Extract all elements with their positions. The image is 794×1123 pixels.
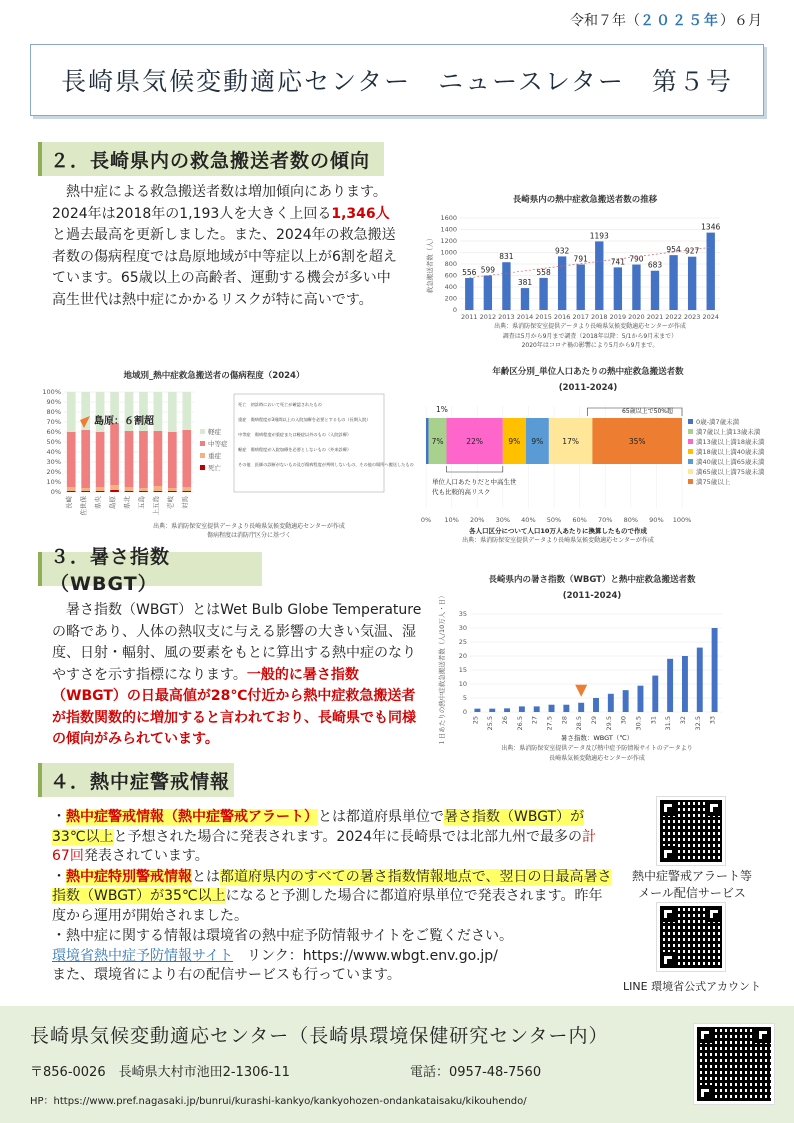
alert-text: とは bbox=[192, 868, 220, 885]
chart4-source: 出典：県消防保安室提供データ及び熱中症予防情報サイトのデータより bbox=[501, 745, 693, 752]
qr-code-center-site[interactable] bbox=[694, 1024, 774, 1104]
chart4-bar bbox=[682, 656, 688, 712]
chart3-legend-label: 0歳-満7歳未満 bbox=[696, 418, 740, 426]
chart4-period: (2011-2024) bbox=[562, 591, 622, 601]
chart1-xtick: 2014 bbox=[516, 313, 534, 321]
chart1-bar bbox=[614, 267, 622, 310]
chart2-xtick: 長崎 bbox=[65, 496, 74, 509]
chart1-data-label: 927 bbox=[684, 246, 700, 256]
chart3-segment-label: 9% bbox=[531, 437, 544, 446]
chart2-xtick: 県北 bbox=[123, 496, 131, 509]
alert-info-list bbox=[52, 808, 612, 987]
chart2-ytick: 80% bbox=[46, 408, 61, 416]
chart2-bar-segment bbox=[110, 485, 119, 490]
chart2-ytick: 90% bbox=[46, 398, 61, 406]
chart2-bar-segment bbox=[125, 487, 134, 491]
chart2-xtick: 壱岐 bbox=[166, 496, 175, 509]
chart3-caption: 各人口区分について人口10万人あたりに換算したもので作成 bbox=[469, 527, 647, 535]
chart2-bar-segment bbox=[96, 491, 105, 492]
date-year: ２０２５年 bbox=[640, 13, 720, 29]
chart4-xtick: 32 bbox=[678, 716, 687, 725]
chart1-xtick: 2021 bbox=[646, 313, 664, 321]
chart4-bar bbox=[474, 709, 480, 712]
chart4-xtick: 25 bbox=[471, 716, 480, 725]
chart3-legend-swatch bbox=[688, 479, 693, 484]
chart1-data-label: 381 bbox=[517, 278, 533, 288]
chart4-xlabel: 暑さ指数：WBGT（℃） bbox=[560, 734, 634, 742]
chart4-xtick: 31 bbox=[649, 716, 658, 725]
chart4-xtick: 33 bbox=[708, 716, 717, 725]
chart3-legend-label: 満7歳以上満13歳未満 bbox=[696, 428, 761, 436]
chart1-note2: 2020年はコロナ禍の影響により5月から9月まで。 bbox=[521, 342, 659, 349]
section3-paragraph bbox=[52, 600, 426, 751]
chart2-bar-segment bbox=[139, 431, 148, 488]
chart1-source: 出典：県消防保安室提供データより長崎県気候変動適応センターが作成 bbox=[494, 323, 686, 330]
chart2-bar-segment bbox=[67, 392, 76, 432]
alert-count: 計67回 bbox=[52, 828, 597, 864]
chart4-bar bbox=[519, 706, 525, 712]
chart1-data-label: 683 bbox=[647, 260, 663, 270]
chart3-segment-label: 17% bbox=[562, 437, 579, 446]
footer-address: 〒856-0026 長崎県大村市池田2-1306-11 bbox=[30, 1065, 290, 1080]
qr-code-mail-service[interactable] bbox=[657, 797, 725, 865]
chart2-note-line: 重症 傷病程度が3週間以上の入院加療を必要とするもの（長期入院） bbox=[238, 417, 371, 422]
chart4-title: 長崎県内の暑さ指数（WBGT）と熱中症救急搬送者数 bbox=[488, 575, 696, 585]
chart3-xtick: 50% bbox=[546, 516, 562, 524]
chart2-callout: 島原：６割超 bbox=[94, 416, 154, 427]
chart2-bar-segment bbox=[168, 491, 177, 492]
chart3-xtick: 90% bbox=[649, 516, 664, 524]
chart2-bar-segment bbox=[110, 423, 119, 485]
chart1-note: 調査は5月から9月まで調査（2018年以降：5/1から9月末まで） bbox=[502, 333, 678, 340]
chart4-bar bbox=[549, 705, 555, 712]
chart4-bar bbox=[623, 690, 629, 712]
chart2-source2: 傷病程度は消防庁区分に基づく bbox=[206, 532, 292, 539]
chart2-xtick: 島原 bbox=[108, 496, 117, 509]
chart1-bar bbox=[651, 271, 659, 310]
chart2-ytick: 0% bbox=[50, 488, 61, 496]
section2-text-1: 熱中症による救急搬送者数は増加傾向にあります。2024年は2018年の1,193人を大きく上回る bbox=[52, 184, 387, 222]
chart4-source2: 長崎県気候変動適応センターが作成 bbox=[549, 755, 645, 762]
chart2-ytick: 20% bbox=[46, 468, 61, 476]
chart2-ytick: 70% bbox=[46, 418, 61, 426]
bullet: ・ bbox=[52, 928, 66, 944]
chart3-segment-label: 22% bbox=[466, 437, 483, 446]
chart1-data-label: 791 bbox=[573, 254, 588, 264]
qr-code-line-account[interactable] bbox=[657, 903, 725, 971]
chart3-xtick: 80% bbox=[623, 516, 639, 524]
info-text: 熱中症に関する情報は環境省の熱中症予防情報サイトをご覧ください。 bbox=[66, 928, 514, 944]
chart4-xtick: 29 bbox=[590, 716, 598, 725]
chart-region-severity bbox=[34, 362, 414, 542]
chart3-legend-label: 満75歳以上 bbox=[696, 478, 731, 486]
chart3-note-bracket bbox=[446, 466, 502, 472]
chart1-data-label: 790 bbox=[629, 254, 644, 264]
section2-paragraph bbox=[52, 182, 402, 311]
bullet: ・ bbox=[52, 868, 66, 885]
chart1-bar bbox=[502, 262, 510, 310]
chart-wbgt bbox=[432, 570, 732, 765]
chart4-bar bbox=[489, 709, 495, 712]
issue-date bbox=[570, 10, 762, 30]
chart3-legend-label: 満13歳以上満18歳未満 bbox=[696, 438, 765, 446]
chart2-bar-segment bbox=[154, 486, 163, 491]
chart4-bar bbox=[534, 706, 540, 712]
chart1-ytick: 0 bbox=[452, 306, 457, 314]
chart3-xtick: 100% bbox=[672, 516, 692, 524]
chart2-note-line: 中等症 傷病程度が重症または軽症以外のもの（入院診療） bbox=[238, 432, 352, 437]
chart1-ytick: 1400 bbox=[440, 225, 457, 234]
chart1-data-label: 831 bbox=[499, 252, 514, 262]
chart4-ytick: 15 bbox=[458, 666, 467, 674]
chart1-data-label: 1346 bbox=[701, 222, 721, 232]
newsletter-title-box bbox=[30, 44, 764, 116]
date-suffix: ）６月 bbox=[720, 13, 762, 29]
qr-mail-caption-line2: メール配信サービス bbox=[638, 886, 746, 900]
newsletter-title: 長崎県気候変動適応センター ニュースレター 第５号 bbox=[61, 67, 733, 96]
chart1-xtick: 2023 bbox=[683, 313, 701, 321]
chart3-segment-label: 35% bbox=[628, 437, 646, 446]
chart3-xtick: 10% bbox=[444, 516, 459, 524]
chart2-bar-segment bbox=[139, 491, 148, 492]
chart3-legend-swatch bbox=[688, 429, 693, 434]
chart4-bar bbox=[593, 698, 599, 712]
chart3-pct-label: 1% bbox=[436, 405, 448, 414]
chart4-arrow-28c bbox=[575, 685, 587, 697]
chart3-legend-swatch bbox=[688, 459, 693, 464]
chart4-bar bbox=[563, 705, 569, 712]
chart2-legend-swatch bbox=[200, 441, 205, 446]
chart2-legend-swatch bbox=[200, 429, 205, 434]
chart4-xtick: 26 bbox=[501, 716, 510, 725]
chart3-segment-label: 7% bbox=[431, 437, 444, 446]
chart3-xtick: 20% bbox=[469, 516, 485, 524]
chart4-ytick: 30 bbox=[458, 624, 467, 632]
chart-age-group bbox=[418, 362, 765, 544]
chart2-bar-segment bbox=[81, 430, 90, 488]
chart1-xtick: 2013 bbox=[498, 313, 515, 321]
chart4-xtick: 32.5 bbox=[693, 716, 702, 731]
chart2-bar-segment bbox=[110, 490, 119, 492]
chart2-bar-segment bbox=[96, 487, 105, 491]
qr-line-caption: LINE 環境省公式アカウント bbox=[623, 980, 761, 993]
chart1-ylabel: 救急搬送者数（人） bbox=[426, 234, 434, 294]
chart3-legend-label: 満18歳以上満40歳未満 bbox=[696, 448, 765, 456]
footer bbox=[0, 1006, 794, 1123]
chart2-xtick: 上五島 bbox=[151, 496, 160, 516]
chart2-bar-segment bbox=[67, 432, 76, 487]
chart1-data-label: 1193 bbox=[589, 231, 609, 241]
chart4-xtick: 29.5 bbox=[604, 716, 613, 731]
chart4-bar bbox=[608, 694, 614, 712]
chart1-bar bbox=[465, 278, 473, 310]
chart2-bar-segment bbox=[67, 487, 76, 491]
chart3-xtick: 30% bbox=[495, 516, 511, 524]
chart1-data-label: 741 bbox=[610, 257, 626, 267]
chart3-title: 年齢区分別_単位人口あたりの熱中症救急搬送者数 bbox=[492, 367, 684, 377]
alert-term: 熱中症警戒情報（熱中症警戒アラート） bbox=[66, 809, 318, 825]
chart3-segment bbox=[426, 418, 429, 464]
chart1-bar bbox=[632, 265, 640, 310]
section4-heading bbox=[38, 763, 234, 797]
alert-item-2 bbox=[52, 868, 612, 927]
special-alert-term: 熱中症特別警戒情報 bbox=[66, 868, 192, 885]
chart2-ytick: 40% bbox=[46, 448, 61, 456]
chart2-ytick: 60% bbox=[46, 428, 61, 436]
chart2-xtick: 五島 bbox=[137, 496, 146, 509]
chart2-source: 出典：県消防保安室提供データより長崎県気候変動適応センターが作成 bbox=[153, 523, 345, 530]
chart2-bar-segment bbox=[182, 430, 191, 487]
chart2-note-line: その他 医師の診断がないもの及び傷病程度が判明しないもの、その他の場所へ搬送したもの bbox=[238, 462, 414, 467]
section3-text: 暑さ指数（WBGT）とはWet Bulb Globe Temperatureの略であり、人体の熱収支に与える影響の大きい気温、湿度、日射・輻射、風の要素をもとに算出する熱中症のなりやすさを示す指標になります。 bbox=[52, 602, 422, 683]
info-url: リンク：https://www.wbgt.env.go.jp/ bbox=[233, 947, 498, 964]
chart1-ytick: 1600 bbox=[440, 214, 457, 222]
chart3-legend-label: 満40歳以上満65歳未満 bbox=[696, 458, 765, 466]
chart2-legend-label: 中等症 bbox=[208, 440, 228, 448]
chart4-ylabel: １日あたりの熱中症救急搬送者数（人/10万人・日） bbox=[438, 592, 446, 746]
section3-heading-text: ３．暑さ指数（WBGT） bbox=[50, 546, 171, 595]
moe-heatstroke-site-link[interactable]: 環境省熱中症予防情報サイト bbox=[52, 947, 234, 964]
chart3-segment-label: 9% bbox=[508, 437, 521, 446]
footer-phone: 電話：0957-48-7560 bbox=[410, 1065, 542, 1080]
chart4-xtick: 30.5 bbox=[634, 716, 643, 731]
chart1-bar bbox=[707, 233, 715, 310]
chart3-legend-swatch bbox=[688, 469, 693, 474]
chart2-bar-segment bbox=[182, 491, 191, 492]
chart4-xtick: 28.5 bbox=[575, 716, 584, 731]
alert-item-1 bbox=[52, 808, 612, 867]
chart1-title: 長崎県内の熱中症救急搬送者数の推移 bbox=[512, 195, 658, 205]
chart1-bar bbox=[577, 265, 585, 310]
chart-annual-transport bbox=[420, 188, 730, 356]
chart3-legend-swatch bbox=[688, 419, 693, 424]
chart3-xtick: 0% bbox=[420, 516, 432, 524]
chart4-ytick: 35 bbox=[458, 610, 467, 618]
chart3-xtick: 40% bbox=[521, 516, 536, 524]
chart1-bar bbox=[484, 276, 492, 310]
alert-item-3 bbox=[52, 927, 612, 986]
chart1-bar bbox=[521, 288, 529, 310]
alert-text: とは都道府県単位で bbox=[318, 809, 444, 825]
section2-heading-text: ２．長崎県内の救急搬送者数の傾向 bbox=[50, 149, 371, 172]
alert-text: と予想された場合に発表されます。2024年に長崎県では北部九州で最多の bbox=[113, 828, 583, 845]
chart1-ytick: 200 bbox=[444, 294, 457, 303]
chart4-xtick: 31.5 bbox=[664, 716, 673, 731]
chart3-note-2: 代も比較的高リスク bbox=[432, 488, 491, 496]
chart1-ytick: 1200 bbox=[440, 237, 457, 245]
chart2-bar-segment bbox=[168, 392, 177, 432]
footer-center-name: 長崎県気候変動適応センター（長崎県環境保健研究センター内） bbox=[30, 1025, 609, 1047]
chart2-bar-segment bbox=[168, 432, 177, 488]
chart2-bar-segment bbox=[67, 491, 76, 492]
chart1-ytick: 400 bbox=[444, 283, 457, 291]
chart4-bar bbox=[712, 628, 718, 712]
chart4-xtick: 26.5 bbox=[515, 716, 524, 731]
chart2-bar-segment bbox=[81, 488, 90, 491]
chart2-bar-segment bbox=[139, 488, 148, 491]
chart2-bar-segment bbox=[96, 432, 105, 487]
alert-text: になると予測した場合に都道府県単位で発表されます。昨年度から運用が開始されました。 bbox=[52, 888, 603, 924]
chart2-note-line: 死亡 初診時において死亡が確認されたもの bbox=[238, 402, 322, 407]
date-prefix: 令和７年（ bbox=[570, 13, 640, 29]
chart1-data-label: 599 bbox=[480, 265, 496, 275]
chart2-bar-segment bbox=[125, 491, 134, 492]
chart1-data-label: 558 bbox=[536, 267, 551, 277]
chart1-xtick: 2012 bbox=[479, 313, 497, 321]
chart1-xtick: 2022 bbox=[665, 313, 682, 321]
section4-heading-text: ４．熱中症警戒情報 bbox=[50, 770, 231, 793]
chart4-ytick: 20 bbox=[458, 652, 467, 660]
chart4-xtick: 25.5 bbox=[486, 716, 495, 731]
info-text: また、環境省により右の配信サービスも行っています。 bbox=[52, 967, 401, 983]
section2-heading bbox=[38, 142, 384, 176]
chart1-xtick: 2017 bbox=[572, 313, 589, 321]
chart2-ytick: 50% bbox=[46, 438, 61, 446]
chart4-xtick: 27 bbox=[530, 716, 539, 725]
chart1-ytick: 600 bbox=[444, 271, 457, 280]
chart1-bar bbox=[539, 278, 547, 310]
chart1-bar bbox=[595, 241, 603, 310]
chart2-bar-segment bbox=[81, 491, 90, 492]
chart1-xtick: 2018 bbox=[591, 313, 608, 321]
chart4-bar bbox=[667, 659, 673, 712]
chart1-bar bbox=[688, 257, 696, 310]
chart2-notes-box bbox=[234, 394, 384, 492]
chart1-xtick: 2016 bbox=[553, 313, 571, 321]
special-alert-highlight: 都道府県内のすべての暑さ指数情報地点で、翌日の日最高暑さ指数（WBGT）が35℃以上 bbox=[52, 868, 612, 904]
chart2-ytick: 100% bbox=[42, 388, 61, 396]
chart4-ytick: 10 bbox=[458, 680, 467, 688]
chart4-ytick: 0 bbox=[462, 708, 467, 716]
chart2-legend-swatch bbox=[200, 465, 205, 470]
chart2-bar-segment bbox=[125, 431, 134, 487]
chart3-xtick: 60% bbox=[572, 516, 587, 524]
chart2-legend-label: 軽症 bbox=[208, 428, 221, 436]
chart4-bar bbox=[697, 648, 703, 712]
chart1-data-label: 954 bbox=[666, 245, 681, 255]
chart1-bar bbox=[558, 256, 566, 310]
chart2-xtick: 佐世保 bbox=[79, 496, 88, 516]
chart2-bar-segment bbox=[168, 488, 177, 491]
chart2-title: 地域別_熱中症救急搬送者の傷病程度（2024） bbox=[123, 371, 305, 381]
chart2-bar-segment bbox=[182, 487, 191, 491]
chart2-bar-segment bbox=[154, 392, 163, 431]
chart4-bar bbox=[638, 686, 644, 712]
chart2-legend-label: 重症 bbox=[208, 452, 221, 460]
chart2-ytick: 10% bbox=[46, 478, 61, 486]
chart3-note: 単位人口あたりだと中高生世 bbox=[432, 478, 517, 486]
footer-homepage-url[interactable]: HP：https://www.pref.nagasaki.jp/bunrui/kurashi-kankyo/kankyohozen-ondankataisaku/kikouhendo/ bbox=[30, 1096, 527, 1107]
chart4-bar bbox=[578, 703, 584, 712]
chart1-xtick: 2020 bbox=[628, 313, 645, 321]
alert-highlight: 暑さ指数（WBGT）が33℃以上 bbox=[52, 809, 585, 845]
alert-text: 発表されています。 bbox=[83, 848, 209, 864]
bullet: ・ bbox=[52, 809, 66, 825]
chart1-data-label: 932 bbox=[554, 246, 570, 256]
chart1-xtick: 2024 bbox=[702, 313, 719, 321]
chart2-bar-segment bbox=[154, 491, 163, 492]
section3-highlight: 一般的に暑さ指数（WBGT）の日最高値が28℃付近から熱中症救急搬送者が指数関数的に増加すると言われており、長崎県でも同様の傾向がみられています。 bbox=[52, 666, 416, 747]
section3-heading bbox=[38, 546, 262, 595]
qr-mail-caption bbox=[612, 868, 772, 902]
chart2-bar-segment bbox=[154, 431, 163, 486]
chart4-bar bbox=[652, 676, 658, 712]
chart2-xtick: 県央 bbox=[94, 496, 103, 509]
chart3-legend-swatch bbox=[688, 439, 693, 444]
chart2-ytick: 30% bbox=[46, 458, 61, 466]
chart4-ytick: 5 bbox=[462, 694, 467, 702]
section2-text-2: と過去最高を更新しました。また、2024年の救急搬送者数の傷病程度では島原地域が中等症以上が6割を超えています。65歳以上の高齢者、運動する機会が多い中高生世代は熱中症にかかるリスクが特に高いです。 bbox=[52, 227, 397, 308]
chart1-ytick: 1000 bbox=[440, 248, 457, 257]
chart1-xtick: 2011 bbox=[461, 313, 478, 321]
chart3-legend-swatch bbox=[688, 449, 693, 454]
chart4-xtick: 27.5 bbox=[545, 716, 554, 731]
chart1-bar bbox=[669, 255, 677, 310]
chart3-source: 出典：県消防保安室提供データより長崎県気候変動適応センターが作成 bbox=[462, 537, 654, 544]
chart2-legend-label: 死亡 bbox=[208, 464, 221, 472]
chart1-xtick: 2019 bbox=[609, 313, 627, 321]
chart3-period: (2011-2024) bbox=[558, 383, 618, 393]
chart4-ytick: 25 bbox=[458, 638, 467, 646]
chart4-xtick: 30 bbox=[619, 716, 628, 725]
chart1-ytick: 800 bbox=[444, 260, 457, 268]
chart3-over65-label: 65歳以上で50%超 bbox=[622, 408, 673, 415]
section2-highlight: 1,346人 bbox=[331, 205, 390, 222]
chart2-legend-swatch bbox=[200, 453, 205, 458]
chart2-bar-segment bbox=[182, 392, 191, 430]
chart2-note-line: 軽症 傷病程度が入院加療を必要としないもの（外来診療） bbox=[238, 447, 352, 452]
chart4-xtick: 28 bbox=[560, 716, 569, 725]
chart1-data-label: 556 bbox=[462, 268, 477, 278]
qr-mail-caption-line1: 熱中症警戒アラート等 bbox=[631, 869, 752, 883]
chart3-legend-label: 満65歳以上満75歳未満 bbox=[696, 468, 765, 476]
chart1-xtick: 2015 bbox=[535, 313, 552, 321]
chart4-bar bbox=[504, 708, 510, 712]
chart3-xtick: 70% bbox=[597, 516, 613, 524]
chart2-xtick: 対馬 bbox=[180, 496, 189, 509]
